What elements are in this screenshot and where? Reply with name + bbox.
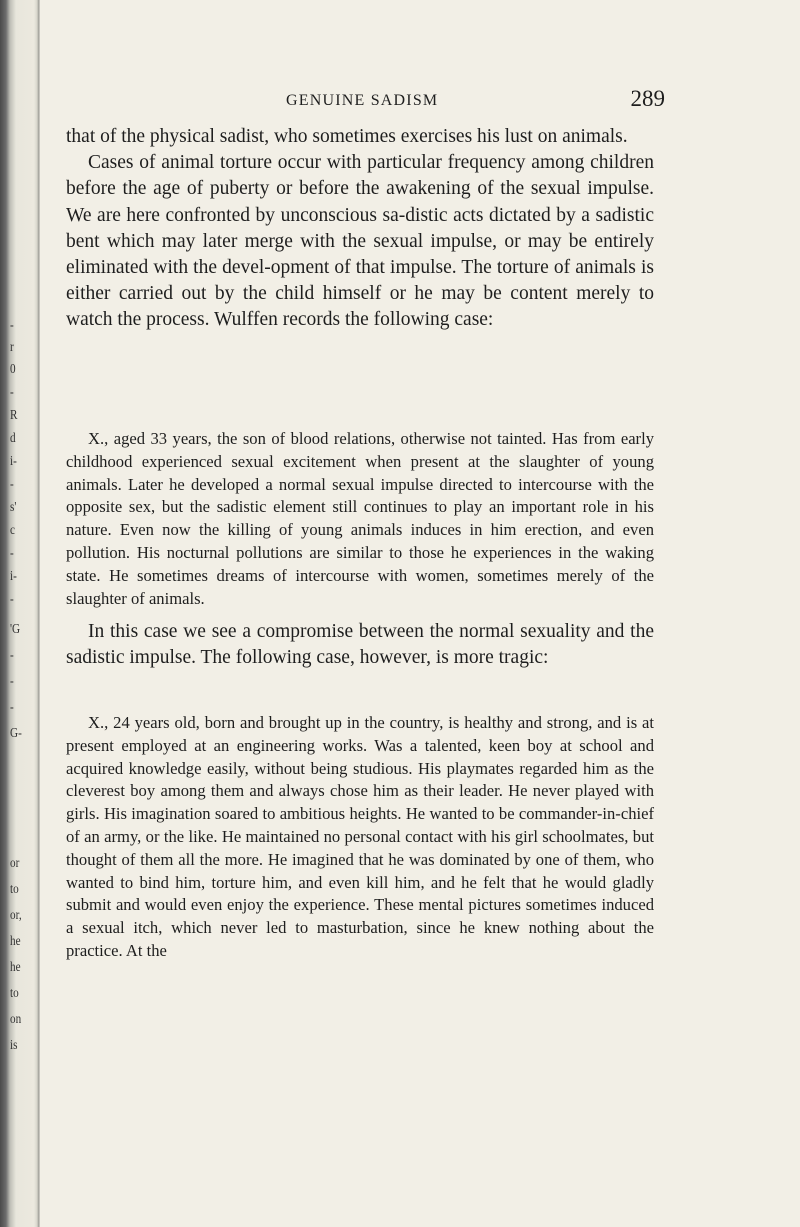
opening-text bbox=[66, 124, 654, 334]
gutter-fragment: - bbox=[10, 592, 14, 607]
gutter-fragment: i- bbox=[10, 454, 17, 469]
gutter-fragment: G- bbox=[10, 726, 22, 741]
page-number: 289 bbox=[630, 86, 665, 111]
gutter-fragment: d bbox=[10, 431, 16, 446]
gutter-fragment: 0 bbox=[10, 362, 16, 377]
case-study-1-text: X., aged 33 years, the son of blood relations, otherwise not tainted. Has from early childhood experienced sexual excitement when present at the slaughter of young animals. Later he developed a normal sexual impulse directed to intercourse with the opposite sex, but the sadistic element still continues to play an important role in his nature. Even now the killing of young animals induces in him erection, and even pollution. His nocturnal pollutions are similar to those he experiences in the waking state. He sometimes dreams of intercourse with women, sometimes merely of the slaughter of animals. bbox=[66, 429, 654, 608]
gutter-fragment: to bbox=[10, 986, 19, 1001]
gutter-fragment: he bbox=[10, 960, 21, 975]
gutter-fragment: - bbox=[10, 648, 14, 663]
gutter-fragment: - bbox=[10, 385, 14, 400]
paragraph-continuation: that of the physical sadist, who sometimes exercises his lust on animals. bbox=[66, 126, 628, 147]
case-study-2 bbox=[66, 712, 654, 963]
case-study-1 bbox=[66, 428, 654, 610]
running-header-title: GENUINE SADISM bbox=[286, 92, 439, 109]
binding-gutter bbox=[0, 0, 40, 1227]
transition-text bbox=[66, 619, 654, 671]
gutter-fragment: or, bbox=[10, 908, 22, 923]
gutter-fragment: c bbox=[10, 523, 15, 538]
gutter-fragment: - bbox=[10, 700, 14, 715]
gutter-fragment: - bbox=[10, 546, 14, 561]
gutter-fragment: - bbox=[10, 477, 14, 492]
gutter-fragment: on bbox=[10, 1012, 22, 1027]
gutter-fragment: 'G bbox=[10, 622, 21, 637]
paragraph-compromise: In this case we see a compromise between the normal sexuality and the sadistic impulse. The following case, however, is more tragic: bbox=[66, 621, 654, 669]
gutter-fragment: r bbox=[10, 340, 14, 355]
gutter-fragment: he bbox=[10, 934, 21, 949]
gutter-fragment: - bbox=[10, 674, 14, 689]
gutter-fragment: to bbox=[10, 882, 19, 897]
gutter-fragment: - bbox=[10, 318, 14, 333]
gutter-fragment: or bbox=[10, 856, 20, 871]
gutter-fragment: R bbox=[10, 408, 18, 423]
case-study-2-text: X., 24 years old, born and brought up in the country, is healthy and strong, and is at present employed at an engineering works. Was a talented, keen boy at school and acquired knowledge easily, without being studious. His playmates regarded him as the cleverest boy among them and always chose him as their leader. He never played with girls. His imagination soared to ambitious heights. He wanted to be commander-in-chief of an army, or the like. He maintained no personal contact with his girl schoolmates, but thought of them all the more. He imagined that he was dominated by one of them, who wanted to bind him, torture him, and even kill him, and he felt that he would gladly submit and would even enjoy the experience. These mental pictures sometimes induced a sexual itch, which never led to masturbation, since he knew nothing about the practice. At the bbox=[66, 713, 654, 960]
gutter-fragment: i- bbox=[10, 569, 17, 584]
paragraph-animal-torture: Cases of animal torture occur with particular frequency among children before the age of puberty or before the awakening of the sexual impulse. We are here confronted by unconscious sa-distic acts dictated by a sadistic bent which may later merge with the sexual impulse, or may be entirely eliminated with the devel-opment of that impulse. The torture of animals is either carried out by the child himself or he may be content merely to watch the process. Wulffen records the following case: bbox=[66, 152, 654, 331]
gutter-fragment: is bbox=[10, 1038, 18, 1053]
gutter-fragment: s' bbox=[10, 500, 17, 515]
